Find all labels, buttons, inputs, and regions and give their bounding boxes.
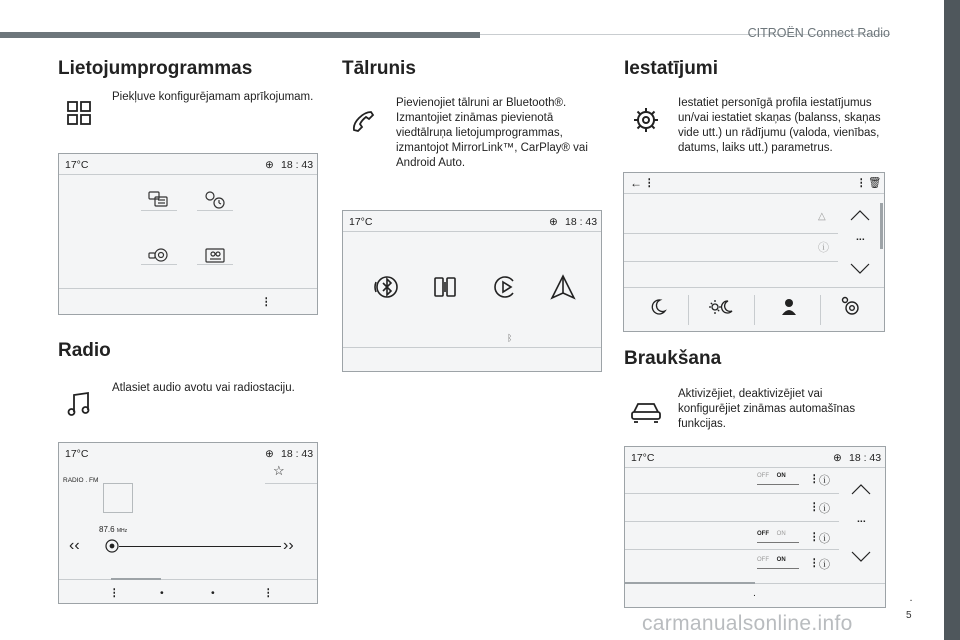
bluetooth-status-icon: ᛒ [507, 333, 513, 343]
carplay-icon[interactable] [491, 273, 519, 301]
clock: 18 : 43 [849, 452, 882, 464]
scroll-down-icon[interactable] [850, 263, 870, 275]
temperature: 17°C [631, 452, 655, 464]
brand-header: CITROËN Connect Radio [747, 26, 890, 40]
info-icon[interactable]: ⓘ [819, 559, 830, 571]
radio-title: Radio [58, 340, 111, 361]
more-dots[interactable]: ... [857, 513, 866, 525]
row-menu-icon[interactable]: ⋮ [809, 531, 820, 543]
page-dot: . [909, 592, 913, 604]
seek-back-icon[interactable]: ‹‹ [69, 537, 80, 554]
music-note-icon [66, 390, 92, 418]
clock: 18 : 43 [281, 159, 314, 171]
tuner-bar[interactable] [119, 546, 281, 547]
row-menu-icon[interactable]: ⋮ [809, 501, 820, 513]
connected-apps-icon[interactable] [147, 190, 171, 212]
info-icon: ⓘ [818, 242, 829, 254]
toggle-switch[interactable]: OFF ON [757, 557, 786, 563]
phone-screen [342, 210, 602, 372]
row-menu-icon[interactable]: ⋮ [809, 557, 820, 569]
favorite-star-icon[interactable]: ☆ [273, 463, 285, 478]
system-settings-icon[interactable] [840, 295, 862, 317]
gps-icon: ⊕ [265, 159, 274, 171]
scrollbar[interactable] [880, 203, 883, 249]
phone-desc: Pievienojiet tālruni ar Bluetooth®. Izmantojiet zināmas pievienotā viedtālruņa lietojumprogrammas, izmantojot MirrorLink™, CarPlay® vai Android Auto. [396, 97, 588, 169]
driving-desc: Aktivizējiet, deaktivizējiet vai konfigurējiet zināmas automašīnas funkcijas. [678, 388, 856, 430]
side-tab [944, 0, 960, 640]
page-number: 5 [906, 610, 912, 621]
phone-handset-icon [350, 108, 376, 134]
apps-desc: Piekļuve konfigurējamam aprīkojumam. [112, 91, 314, 103]
temperature: 17°C [349, 216, 373, 228]
trash-icon[interactable]: 🗑 [868, 177, 882, 189]
preset-dot[interactable]: • [211, 587, 215, 599]
car-icon [630, 398, 662, 424]
apps-screen [58, 153, 318, 315]
radio-screen [58, 442, 318, 604]
gear-icon [632, 106, 660, 134]
driving-title: Braukšana [624, 348, 722, 369]
temperature: 17°C [65, 159, 89, 171]
tuner-dial[interactable] [105, 539, 119, 553]
info-icon[interactable]: ⓘ [819, 533, 830, 545]
settings-title: Iestatījumi [624, 58, 718, 79]
frequency: 87.6 MHz [99, 525, 128, 534]
brightness-icon[interactable] [708, 297, 734, 317]
info-icon[interactable]: ⓘ [819, 503, 830, 515]
mirrorlink-icon[interactable] [431, 273, 459, 301]
settings-desc: Iestatiet personīgā profila iestatījumus un/vai iestatiet skaņas (balanss, skaņas vide utt.) un rādījumu (valoda, vienības, datums, laiks utt.) parametrus. [678, 97, 881, 154]
station-logo [103, 483, 133, 513]
gps-icon: ⊕ [265, 448, 274, 460]
radio-band: RADIO . FM [63, 477, 99, 484]
driving-screen [624, 446, 886, 608]
more-dots[interactable]: ... [856, 231, 865, 243]
contacts-card-icon[interactable] [203, 244, 227, 266]
temperature: 17°C [65, 448, 89, 460]
scroll-up-icon[interactable] [851, 483, 871, 495]
preset-dot[interactable]: • [160, 587, 164, 599]
scroll-down-icon[interactable] [851, 551, 871, 563]
menu-dots-icon[interactable]: ⋮ [644, 177, 655, 189]
clock: 18 : 43 [281, 448, 314, 460]
row-menu-icon[interactable]: ⋮ [809, 473, 820, 485]
gps-icon: ⊕ [549, 216, 558, 228]
fleet-clock-icon[interactable] [203, 190, 227, 212]
source-menu-icon[interactable]: ⋮ [109, 587, 120, 599]
back-arrow-icon[interactable]: ← [630, 176, 642, 190]
warning-icon: △ [818, 211, 826, 222]
seek-forward-icon[interactable]: ›› [283, 537, 294, 554]
phone-title: Tālrunis [342, 58, 416, 79]
menu-dots-icon[interactable]: ⋮ [261, 296, 272, 308]
clock: 18 : 43 [565, 216, 598, 228]
grid-icon [66, 100, 92, 126]
radio-desc: Atlasiet audio avotu vai radiostaciju. [112, 382, 295, 394]
profile-icon[interactable] [778, 297, 798, 317]
bluetooth-icon[interactable] [373, 273, 401, 301]
toggle-switch[interactable]: OFF ON [757, 473, 786, 479]
watermark: carmanualsonline.info [642, 612, 853, 635]
menu-dots-icon[interactable]: ⋮ [856, 177, 867, 189]
android-auto-icon[interactable] [549, 273, 577, 301]
apps-title: Lietojumprogrammas [58, 58, 253, 79]
car-settings-icon[interactable] [147, 244, 171, 266]
options-menu-icon[interactable]: ⋮ [263, 587, 274, 599]
night-mode-icon[interactable] [648, 297, 668, 317]
toggle-switch[interactable]: OFF ON [757, 531, 786, 537]
top-accent-bar [0, 32, 480, 38]
page-indicator: . [753, 587, 756, 599]
info-icon[interactable]: ⓘ [819, 475, 830, 487]
settings-screen [623, 172, 885, 332]
gps-icon: ⊕ [833, 452, 842, 464]
scroll-up-icon[interactable] [850, 209, 870, 221]
